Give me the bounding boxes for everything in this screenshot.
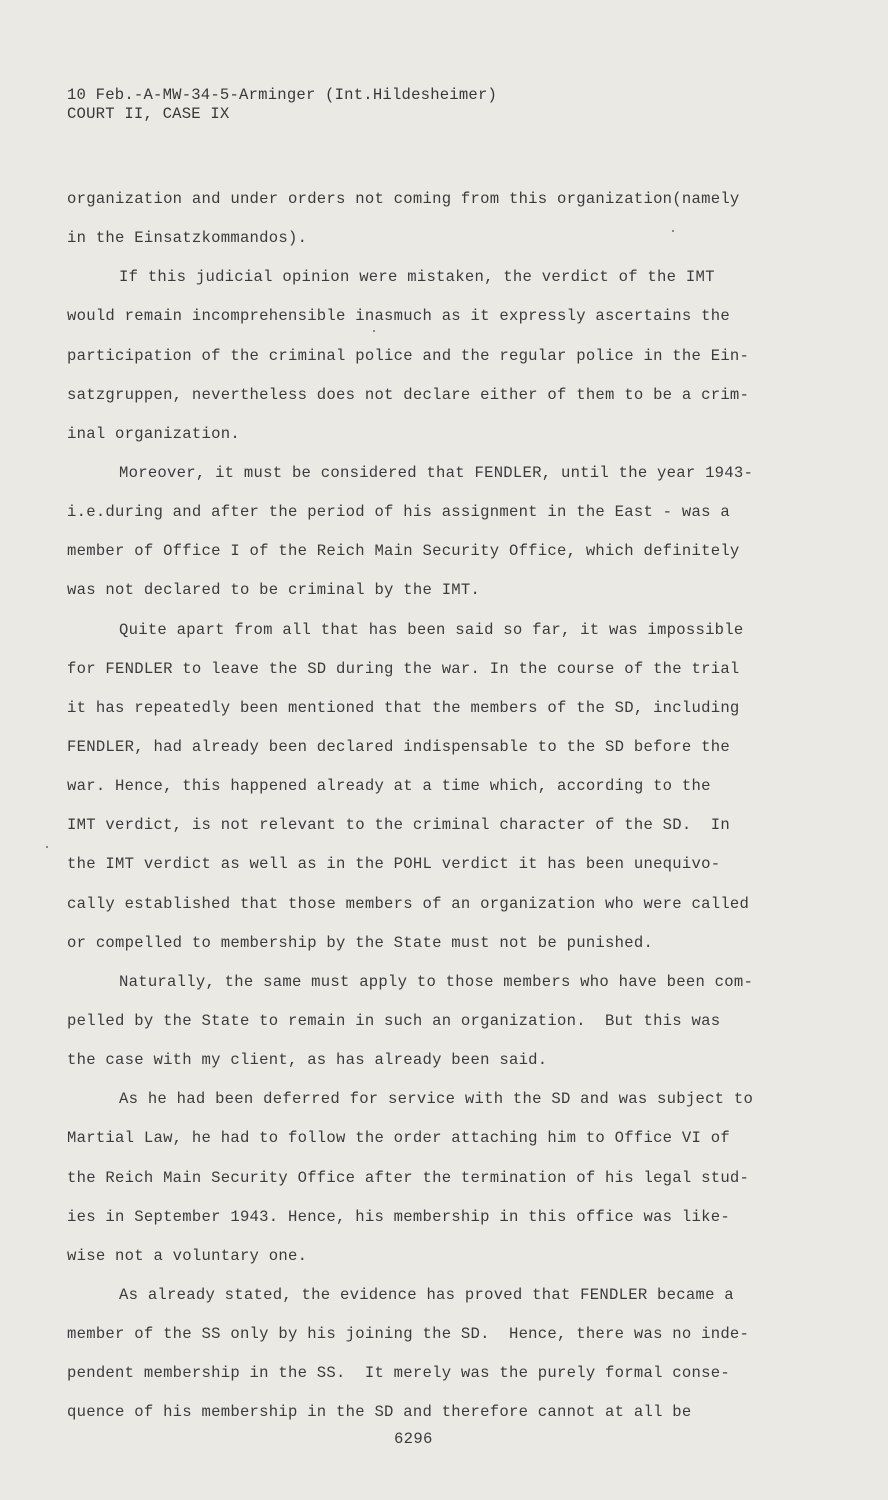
text-line: the Reich Main Security Office after the termination of his legal stud- <box>67 1168 750 1187</box>
text-line: quence of his membership in the SD and therefore cannot at all be <box>67 1403 692 1422</box>
text-line: participation of the criminal police and the regular police in the Ein- <box>67 346 750 365</box>
text-line: cally established that those members of an organization who were called <box>67 894 750 913</box>
scan-speck <box>46 846 48 848</box>
header-reference-line: 10 Feb.-A-MW-34-5-Arminger (Int.Hildesheimer) <box>67 86 498 104</box>
page-number: 6296 <box>394 1430 433 1448</box>
text-line: pelled by the State to remain in such an organization. But this was <box>67 1011 721 1030</box>
text-line: would remain incomprehensible inasmuch as it expressly ascertains the <box>67 307 730 326</box>
text-line: i.e.during and after the period of his assignment in the East - was a <box>67 503 730 522</box>
header-court-line: COURT II, CASE IX <box>67 105 230 123</box>
text-line: it has repeatedly been mentioned that the members of the SD, including <box>67 698 740 717</box>
text-line: member of the SS only by his joining the SD. Hence, there was no inde- <box>67 1325 750 1344</box>
text-line: IMT verdict, is not relevant to the criminal character of the SD. In <box>67 816 730 835</box>
text-line: or compelled to membership by the State must not be punished. <box>67 933 654 952</box>
scan-speck <box>373 330 375 332</box>
text-line: was not declared to be criminal by the IMT. <box>67 581 481 600</box>
text-line: pendent membership in the SS. It merely was the purely formal conse- <box>67 1364 730 1383</box>
text-line: wise not a voluntary one. <box>67 1246 308 1265</box>
text-line: Quite apart from all that has been said so far, it was impossible <box>119 620 744 639</box>
text-line: Naturally, the same must apply to those members who have been com- <box>119 972 754 991</box>
text-line: As already stated, the evidence has proved that FENDLER became a <box>119 1285 734 1304</box>
document-header <box>67 86 497 124</box>
text-line: for FENDLER to leave the SD during the war. In the course of the trial <box>67 659 740 678</box>
text-line: organization and under orders not coming from this organization(namely <box>67 190 740 208</box>
text-line: ies in September 1943. Hence, his membership in this office was like- <box>67 1207 730 1226</box>
document-body <box>67 180 767 1433</box>
text-line: As he had been deferred for service with the SD and was subject to <box>119 1090 754 1109</box>
text-line: the case with my client, as has already been said. <box>67 1051 548 1070</box>
text-line: the IMT verdict as well as in the POHL verdict it has been unequivo- <box>67 855 721 874</box>
text-line: in the Einsatzkommandos). <box>67 229 308 248</box>
text-line: Moreover, it must be considered that FENDLER, until the year 1943- <box>119 463 754 482</box>
text-line: war. Hence, this happened already at a time which, according to the <box>67 777 711 796</box>
text-line: If this judicial opinion were mistaken, the verdict of the IMT <box>119 268 715 287</box>
text-line: FENDLER, had already been declared indispensable to the SD before the <box>67 737 730 756</box>
text-line: Martial Law, he had to follow the order attaching him to Office VI of <box>67 1129 730 1148</box>
text-line: satzgruppen, nevertheless does not declare either of them to be a crim- <box>67 385 750 404</box>
text-line: inal organization. <box>67 424 240 443</box>
text-line: member of Office I of the Reich Main Security Office, which definitely <box>67 542 740 561</box>
scan-speck <box>672 230 674 232</box>
